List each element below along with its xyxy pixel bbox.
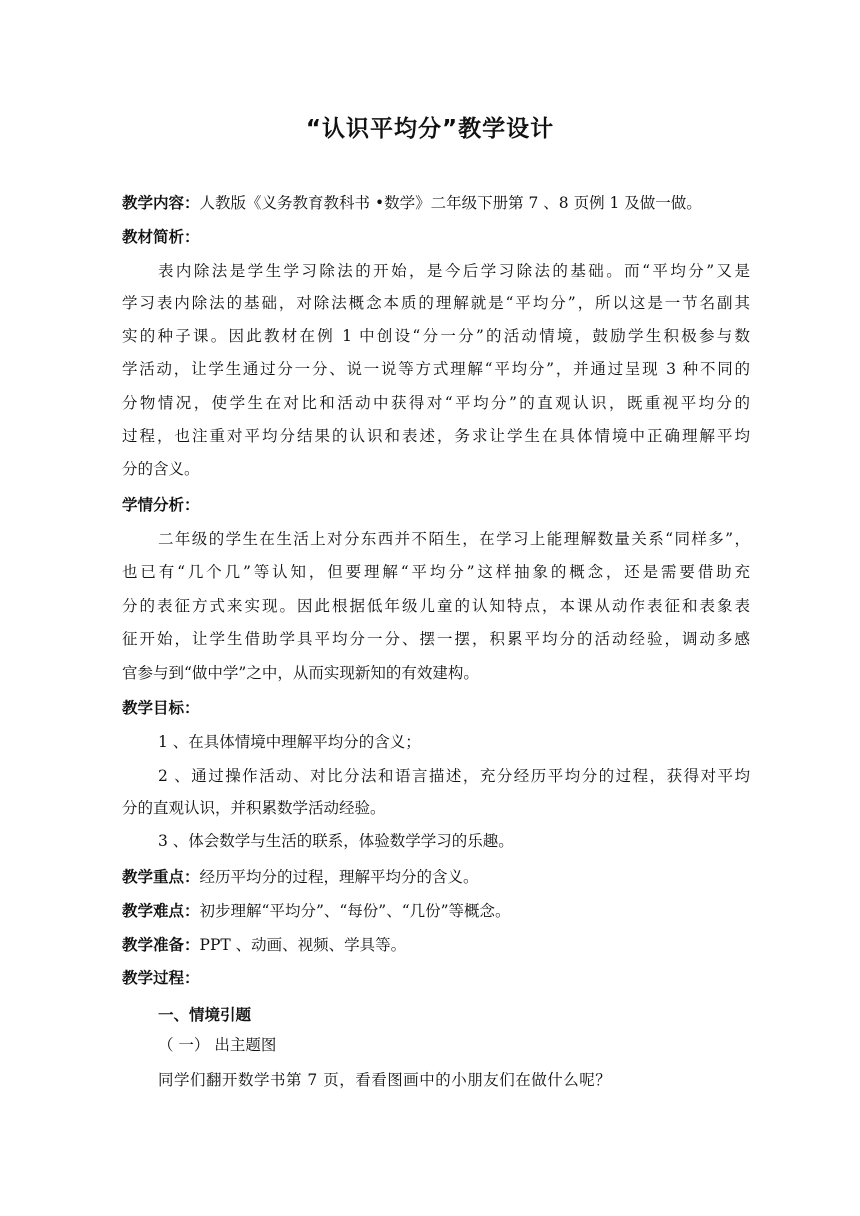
textbook-analysis-line: 表内除法是学生学习除法的开始，是今后学习除法的基础。而“平均分”又是 [158, 262, 750, 280]
teaching-content [122, 192, 750, 214]
student-analysis-heading: 学情分析： [122, 496, 200, 514]
preparation [122, 934, 750, 956]
difficulty-label: 教学难点： [122, 902, 200, 920]
student-analysis-line: 也已有“几个几”等认知，但要理解“平均分”这样抽象的概念，还是需要借助充 [122, 563, 750, 581]
section-heading: 一、情境引题 [158, 1006, 252, 1024]
preparation-text: PPT 、动画、视频、学具等。 [199, 936, 407, 954]
process-heading: 教学过程： [122, 969, 200, 987]
key-point [122, 866, 750, 888]
document-title: “认识平均分”教学设计 [305, 116, 555, 142]
textbook-analysis-line: 学活动，让学生通过分一分、说一说等方式理解“平均分”，并通过呈现 3 种不同的 [122, 360, 750, 378]
goals-heading: 教学目标： [122, 699, 200, 717]
teaching-content-text: 人教版《义务教育教科书 •数学》二年级下册第 7 、8 页例 1 及做一做。 [199, 194, 702, 212]
textbook-analysis-line: 过程，也注重对平均分结果的认识和表述，务求让学生在具体情境中正确理解平均 [122, 427, 750, 445]
difficulty-text: 初步理解“平均分”、“每份”、“几份”等概念。 [199, 902, 511, 920]
teaching-content-label: 教学内容： [122, 194, 200, 212]
textbook-analysis-line: 分物情况，使学生在对比和活动中获得对“平均分”的直观认识，既重视平均分的 [122, 394, 750, 412]
textbook-analysis-heading: 教材简析： [122, 228, 200, 246]
goal-item-continued: 分的直观认识，并积累数学活动经验。 [122, 799, 386, 817]
textbook-analysis-line: 分的含义。 [122, 460, 200, 478]
textbook-analysis-line: 学习表内除法的基础，对除法概念本质的理解就是“平均分”，所以这是一节名副其 [122, 294, 750, 312]
student-analysis-line: 官参与到“做中学”之中，从而实现新知的有效建构。 [122, 664, 479, 682]
textbook-analysis-line: 实的种子课。因此教材在例 1 中创设“分一分”的活动情境，鼓励学生积极参与数 [122, 327, 750, 345]
student-analysis-line: 分的表征方式来实现。因此根据低年级儿童的认知特点，本课从动作表征和表象表 [122, 597, 750, 615]
goal-item: 3 、体会数学与生活的联系，体验数学学习的乐趣。 [158, 832, 514, 850]
key-point-label: 教学重点： [122, 868, 200, 886]
key-point-text: 经历平均分的过程，理解平均分的含义。 [199, 868, 479, 886]
student-analysis-line: 征开始，让学生借助学具平均分一分、摆一摆，积累平均分的活动经验，调动多感 [122, 630, 750, 648]
difficulty [122, 900, 750, 922]
goal-item: 1 、在具体情境中理解平均分的含义； [158, 733, 421, 751]
subsection-heading: （ 一） 出主题图 [158, 1036, 277, 1054]
student-analysis-line: 二年级的学生在生活上对分东西并不陌生，在学习上能理解数量关系“同样多”， [158, 530, 750, 548]
subsection-text: 同学们翻开数学书第 7 页，看看图画中的小朋友们在做什么呢？ [158, 1071, 612, 1089]
preparation-label: 教学准备： [122, 936, 200, 954]
goal-item: 2 、通过操作活动、对比分法和语言描述，充分经历平均分的过程，获得对平均 [158, 767, 750, 785]
